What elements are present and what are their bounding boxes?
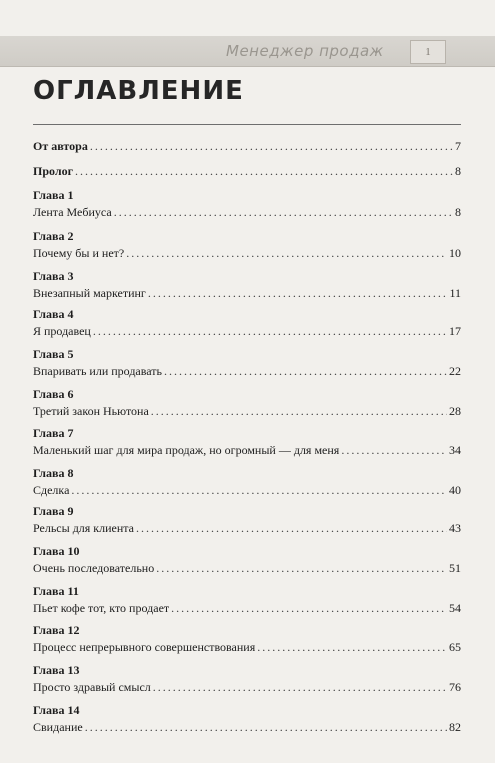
page-number: 43	[449, 521, 461, 535]
page-number: 40	[449, 483, 461, 497]
chapter-title: Лента Мебиуса	[33, 205, 112, 219]
chapter-title: Рельсы для клиента	[33, 521, 135, 535]
toc-entry-chapter-12	[33, 622, 461, 656]
page-number: 10	[449, 246, 461, 260]
leader-dots	[136, 520, 447, 537]
toc-entry-chapter-13	[33, 662, 461, 696]
page-number: 7	[455, 139, 461, 153]
title-underline	[33, 124, 461, 125]
leader-dots	[75, 163, 453, 180]
entry-title: Пролог	[33, 164, 74, 178]
leader-dots	[148, 285, 448, 302]
chapter-title: Внезапный маркетинг	[33, 286, 146, 300]
chapter-label: Глава 3	[33, 269, 74, 283]
page-number: 8	[455, 205, 461, 219]
chapter-label: Глава 5	[33, 347, 74, 361]
chapter-label: Глава 1	[33, 188, 74, 202]
page-number: 82	[449, 720, 461, 734]
leader-dots	[126, 245, 447, 262]
leader-dots	[164, 363, 447, 380]
chapter-title: Маленький шаг для мира продаж, но огромный — для меня	[33, 443, 340, 457]
leader-dots	[93, 323, 447, 340]
leader-dots	[171, 600, 447, 617]
chapter-label: Глава 7	[33, 426, 74, 440]
chapter-label: Глава 6	[33, 387, 74, 401]
toc-entry-chapter-6	[33, 386, 461, 420]
toc-entry-chapter-11	[33, 583, 461, 617]
chapter-label: Глава 4	[33, 307, 74, 321]
toc-entry-chapter-10	[33, 543, 461, 577]
chapter-label: Глава 8	[33, 466, 74, 480]
chapter-title: Свидание	[33, 720, 83, 734]
page-number: 28	[449, 404, 461, 418]
toc-entry-chapter-5	[33, 346, 461, 380]
chapter-title: Сделка	[33, 483, 70, 497]
chapter-title: Очень последовательно	[33, 561, 155, 575]
leader-dots	[341, 442, 447, 459]
page-number: 76	[449, 680, 461, 694]
chapter-label: Глава 9	[33, 504, 74, 518]
page-number: 11	[449, 286, 461, 300]
toc-entry-chapter-9	[33, 503, 461, 537]
page-number: 51	[449, 561, 461, 575]
page-number: 8	[455, 164, 461, 178]
chapter-label: Глава 10	[33, 544, 80, 558]
chapter-title: Просто здравый смысл	[33, 680, 151, 694]
chapter-title: Третий закон Ньютона	[33, 404, 149, 418]
chapter-label: Глава 12	[33, 623, 80, 637]
running-title: Менеджер продаж	[226, 42, 384, 60]
chapter-label: Глава 14	[33, 703, 80, 717]
chapter-label: Глава 2	[33, 229, 74, 243]
chapter-title: Я продавец	[33, 324, 91, 338]
chapter-title: Впаривать или продавать	[33, 364, 162, 378]
leader-dots	[156, 560, 447, 577]
leader-dots	[85, 719, 447, 736]
toc-entry-chapter-8	[33, 465, 461, 499]
chapter-title: Процесс непрерывного совершенствования	[33, 640, 256, 654]
toc-entry-chapter-14	[33, 702, 461, 736]
chapter-title: Пьет кофе тот, кто продает	[33, 601, 170, 615]
entry-title: От автора	[33, 139, 88, 153]
leader-dots	[151, 403, 447, 420]
toc-entry-chapter-7	[33, 425, 461, 459]
page-number-box: 1	[410, 40, 446, 64]
leader-dots	[90, 138, 453, 155]
page-number: 17	[449, 324, 461, 338]
leader-dots	[257, 639, 447, 656]
toc-entry-chapter-4	[33, 306, 461, 340]
toc-entry-chapter-2	[33, 228, 461, 262]
leader-dots	[153, 679, 447, 696]
leader-dots	[71, 482, 447, 499]
page-number: 22	[449, 364, 461, 378]
leader-dots	[114, 204, 453, 221]
toc-entry-preface	[33, 138, 461, 155]
toc-entry-prologue	[33, 163, 461, 180]
page-number: 54	[449, 601, 461, 615]
toc-entry-chapter-1	[33, 187, 461, 221]
chapter-label: Глава 13	[33, 663, 80, 677]
page-number: 65	[449, 640, 461, 654]
chapter-label: Глава 11	[33, 584, 79, 598]
toc-entry-chapter-3	[33, 268, 461, 302]
page-title: ОГЛАВЛЕНИЕ	[33, 76, 244, 106]
page-number: 34	[449, 443, 461, 457]
chapter-title: Почему бы и нет?	[33, 246, 125, 260]
